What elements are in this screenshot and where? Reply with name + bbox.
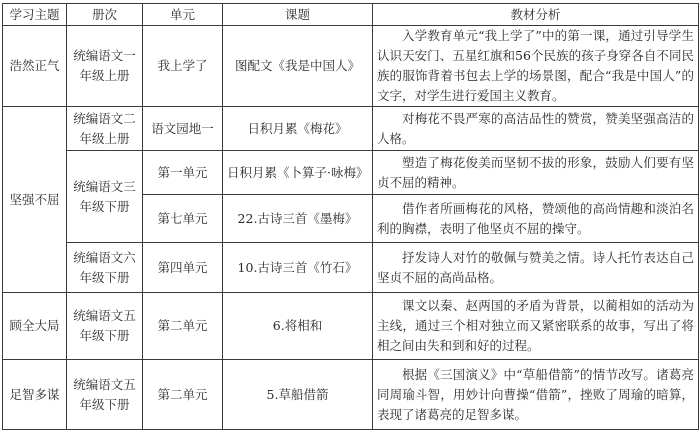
topic-cell: 22.古诗三首《墨梅》 <box>223 195 373 243</box>
analysis-cell: 塑造了梅花俊美而坚韧不拔的形象，鼓励人们要有坚贞不屈的精神。 <box>373 151 699 195</box>
topic-cell: 日积月累《梅花》 <box>223 107 373 151</box>
volume-cell: 统编语文三年级下册 <box>67 151 143 243</box>
table-row <box>3 293 699 360</box>
header-topic: 课题 <box>223 4 373 26</box>
unit-cell: 语文园地一 <box>143 107 223 151</box>
volume-cell: 统编语文二年级上册 <box>67 107 143 151</box>
volume-cell: 统编语文六年级下册 <box>67 243 143 293</box>
table-row <box>3 26 699 107</box>
table-row <box>3 107 699 151</box>
header-theme: 学习主题 <box>3 4 67 26</box>
theme-cell: 坚强不屈 <box>3 107 67 293</box>
topic-cell: 日积月累《卜算子·咏梅》 <box>223 151 373 195</box>
table-row <box>3 360 699 430</box>
analysis-cell: 对梅花不畏严寒的高洁品性的赞赏，赞美坚强高洁的人格。 <box>373 107 699 151</box>
header-analysis: 教材分析 <box>373 4 699 26</box>
table-row <box>3 151 699 195</box>
unit-cell: 第一单元 <box>143 151 223 195</box>
topic-cell: 6.将相和 <box>223 293 373 360</box>
volume-cell: 统编语文一年级上册 <box>67 26 143 107</box>
volume-cell: 统编语文五年级下册 <box>67 293 143 360</box>
unit-cell: 我上学了 <box>143 26 223 107</box>
unit-cell: 第四单元 <box>143 243 223 293</box>
analysis-cell: 抒发诗人对竹的敬佩与赞美之情。诗人托竹表达自己坚贞不屈的高尚品格。 <box>373 243 699 293</box>
analysis-cell: 入学教育单元“我上学了”中的第一课，通过引导学生认识天安门、五星红旗和56个民族的孩子身穿各自不同民族的服饰背着书包去上学的场景图，配合“我是中国人”的文字，对学生进行爱国主义教育。 <box>373 26 699 107</box>
header-row <box>3 4 699 26</box>
unit-cell: 第二单元 <box>143 293 223 360</box>
topic-cell: 5.草船借箭 <box>223 360 373 430</box>
topic-cell: 10.古诗三首《竹石》 <box>223 243 373 293</box>
analysis-cell: 课文以秦、赵两国的矛盾为背景，以蔺相如的活动为主线，通过三个相对独立而又紧密联系的故事，写出了将相之间由失和到和好的过程。 <box>373 293 699 360</box>
theme-cell: 顾全大局 <box>3 293 67 360</box>
header-unit: 单元 <box>143 4 223 26</box>
unit-cell: 第七单元 <box>143 195 223 243</box>
table-row <box>3 243 699 293</box>
unit-cell: 第二单元 <box>143 360 223 430</box>
analysis-cell: 根据《三国演义》中“草船借箭”的情节改写。诸葛亮同周瑜斗智，用妙计向曹操“借箭”，挫败了周瑜的暗算，表现了诸葛亮的足智多谋。 <box>373 360 699 430</box>
curriculum-table <box>2 3 699 430</box>
theme-cell: 足智多谋 <box>3 360 67 430</box>
header-volume: 册次 <box>67 4 143 26</box>
topic-cell: 图配文《我是中国人》 <box>223 26 373 107</box>
volume-cell: 统编语文五年级下册 <box>67 360 143 430</box>
theme-cell: 浩然正气 <box>3 26 67 107</box>
analysis-cell: 借作者所画梅花的风格，赞颂他的高尚情趣和淡泊名利的胸襟，表明了他坚贞不屈的操守。 <box>373 195 699 243</box>
